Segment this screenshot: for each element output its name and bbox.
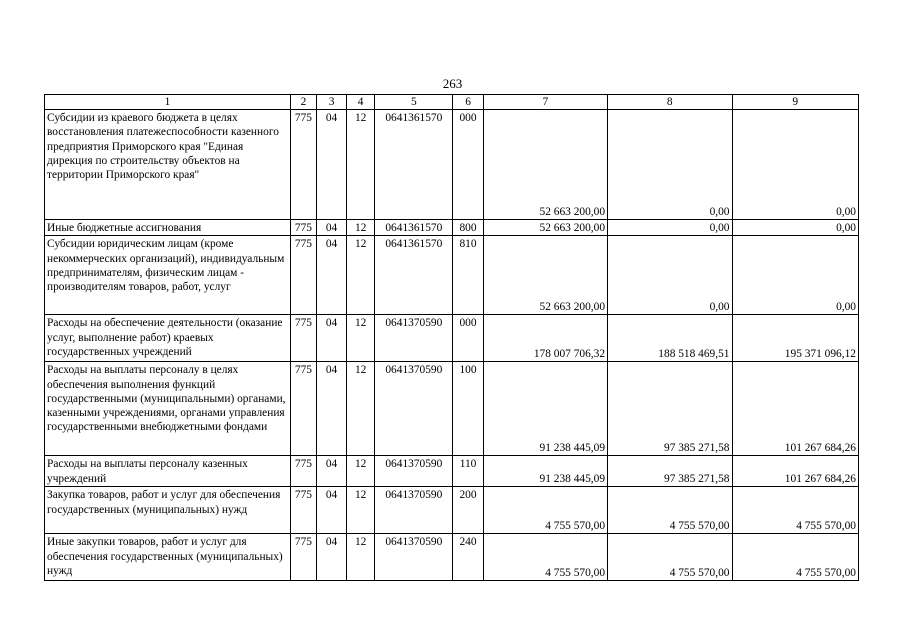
page-number: 263: [442, 76, 463, 91]
row-amount-col7: 91 238 445,09: [483, 456, 607, 487]
row-target-article: 0641370590: [375, 534, 453, 581]
table-row: [45, 456, 859, 487]
table-row: [45, 362, 859, 456]
row-target-article: 0641370590: [375, 315, 453, 362]
row-section: 04: [317, 220, 347, 236]
row-amount-col9: 101 267 684,26: [732, 362, 859, 456]
row-ministry-code: 775: [290, 456, 316, 487]
row-subsection: 12: [347, 110, 375, 220]
column-header: 1: [45, 95, 291, 110]
row-target-article: 0641361570: [375, 110, 453, 220]
row-amount-col9: 0,00: [732, 236, 859, 315]
column-header: 2: [290, 95, 316, 110]
row-amount-col8: 0,00: [608, 236, 732, 315]
row-expense-type: 800: [453, 220, 483, 236]
row-section: 04: [317, 534, 347, 581]
row-subsection: 12: [347, 487, 375, 534]
row-target-article: 0641361570: [375, 236, 453, 315]
row-target-article: 0641370590: [375, 456, 453, 487]
row-ministry-code: 775: [290, 220, 316, 236]
table-row: [45, 315, 859, 362]
column-header: 9: [732, 95, 859, 110]
row-expense-type: 100: [453, 362, 483, 456]
row-amount-col7: 4 755 570,00: [483, 487, 607, 534]
row-section: 04: [317, 315, 347, 362]
row-target-article: 0641370590: [375, 362, 453, 456]
row-section: 04: [317, 362, 347, 456]
row-amount-col7: 91 238 445,09: [483, 362, 607, 456]
row-subsection: 12: [347, 534, 375, 581]
row-expense-type: 000: [453, 110, 483, 220]
row-amount-col9: 4 755 570,00: [732, 487, 859, 534]
row-amount-col7: 52 663 200,00: [483, 220, 607, 236]
column-header: 3: [317, 95, 347, 110]
budget-table: [44, 94, 859, 581]
row-amount-col8: 4 755 570,00: [608, 487, 732, 534]
row-name: Расходы на выплаты персоналу в целях обеспечения выполнения функций государственными (муниципальными) органами, казенными учреждениями, органами управления государственными внебюджетными фондами: [45, 362, 291, 456]
row-ministry-code: 775: [290, 362, 316, 456]
column-header: 7: [483, 95, 607, 110]
row-amount-col7: 4 755 570,00: [483, 534, 607, 581]
row-amount-col8: 0,00: [608, 110, 732, 220]
row-target-article: 0641361570: [375, 220, 453, 236]
row-expense-type: 810: [453, 236, 483, 315]
row-name: Иные бюджетные ассигнования: [45, 220, 291, 236]
row-subsection: 12: [347, 236, 375, 315]
row-amount-col7: 178 007 706,32: [483, 315, 607, 362]
row-amount-col9: 0,00: [732, 220, 859, 236]
row-amount-col9: 4 755 570,00: [732, 534, 859, 581]
row-subsection: 12: [347, 315, 375, 362]
column-header: 4: [347, 95, 375, 110]
row-name: Расходы на выплаты персоналу казенных учреждений: [45, 456, 291, 487]
row-ministry-code: 775: [290, 110, 316, 220]
row-amount-col8: 0,00: [608, 220, 732, 236]
row-amount-col8: 97 385 271,58: [608, 456, 732, 487]
row-amount-col9: 101 267 684,26: [732, 456, 859, 487]
row-section: 04: [317, 236, 347, 315]
row-ministry-code: 775: [290, 315, 316, 362]
table-row: [45, 534, 859, 581]
row-section: 04: [317, 456, 347, 487]
row-name: Закупка товаров, работ и услуг для обеспечения государственных (муниципальных) нужд: [45, 487, 291, 534]
row-expense-type: 000: [453, 315, 483, 362]
row-target-article: 0641370590: [375, 487, 453, 534]
row-name: Субсидии из краевого бюджета в целях восстановления платежеспособности казенного предприятия Приморского края "Единая дирекция по строительству объектов на территории Приморского края": [45, 110, 291, 220]
row-subsection: 12: [347, 362, 375, 456]
row-amount-col7: 52 663 200,00: [483, 236, 607, 315]
table-row: [45, 236, 859, 315]
column-header: 8: [608, 95, 732, 110]
row-amount-col9: 195 371 096,12: [732, 315, 859, 362]
column-header: 6: [453, 95, 483, 110]
row-subsection: 12: [347, 456, 375, 487]
column-header: 5: [375, 95, 453, 110]
row-expense-type: 200: [453, 487, 483, 534]
table-header-row: [45, 95, 859, 110]
row-name: Расходы на обеспечение деятельности (оказание услуг, выполнение работ) краевых государственных учреждений: [45, 315, 291, 362]
row-amount-col8: 188 518 469,51: [608, 315, 732, 362]
table-row: [45, 487, 859, 534]
row-subsection: 12: [347, 220, 375, 236]
row-expense-type: 110: [453, 456, 483, 487]
row-amount-col7: 52 663 200,00: [483, 110, 607, 220]
row-section: 04: [317, 487, 347, 534]
row-section: 04: [317, 110, 347, 220]
row-amount-col8: 97 385 271,58: [608, 362, 732, 456]
row-ministry-code: 775: [290, 534, 316, 581]
row-ministry-code: 775: [290, 236, 316, 315]
row-name: Иные закупки товаров, работ и услуг для обеспечения государственных (муниципальных) нужд: [45, 534, 291, 581]
table-row: [45, 220, 859, 236]
row-ministry-code: 775: [290, 487, 316, 534]
row-amount-col9: 0,00: [732, 110, 859, 220]
row-amount-col8: 4 755 570,00: [608, 534, 732, 581]
table-row: [45, 110, 859, 220]
row-name: Субсидии юридическим лицам (кроме некоммерческих организаций), индивидуальным предпринимателям, физическим лицам - производителям товаров, работ, услуг: [45, 236, 291, 315]
row-expense-type: 240: [453, 534, 483, 581]
